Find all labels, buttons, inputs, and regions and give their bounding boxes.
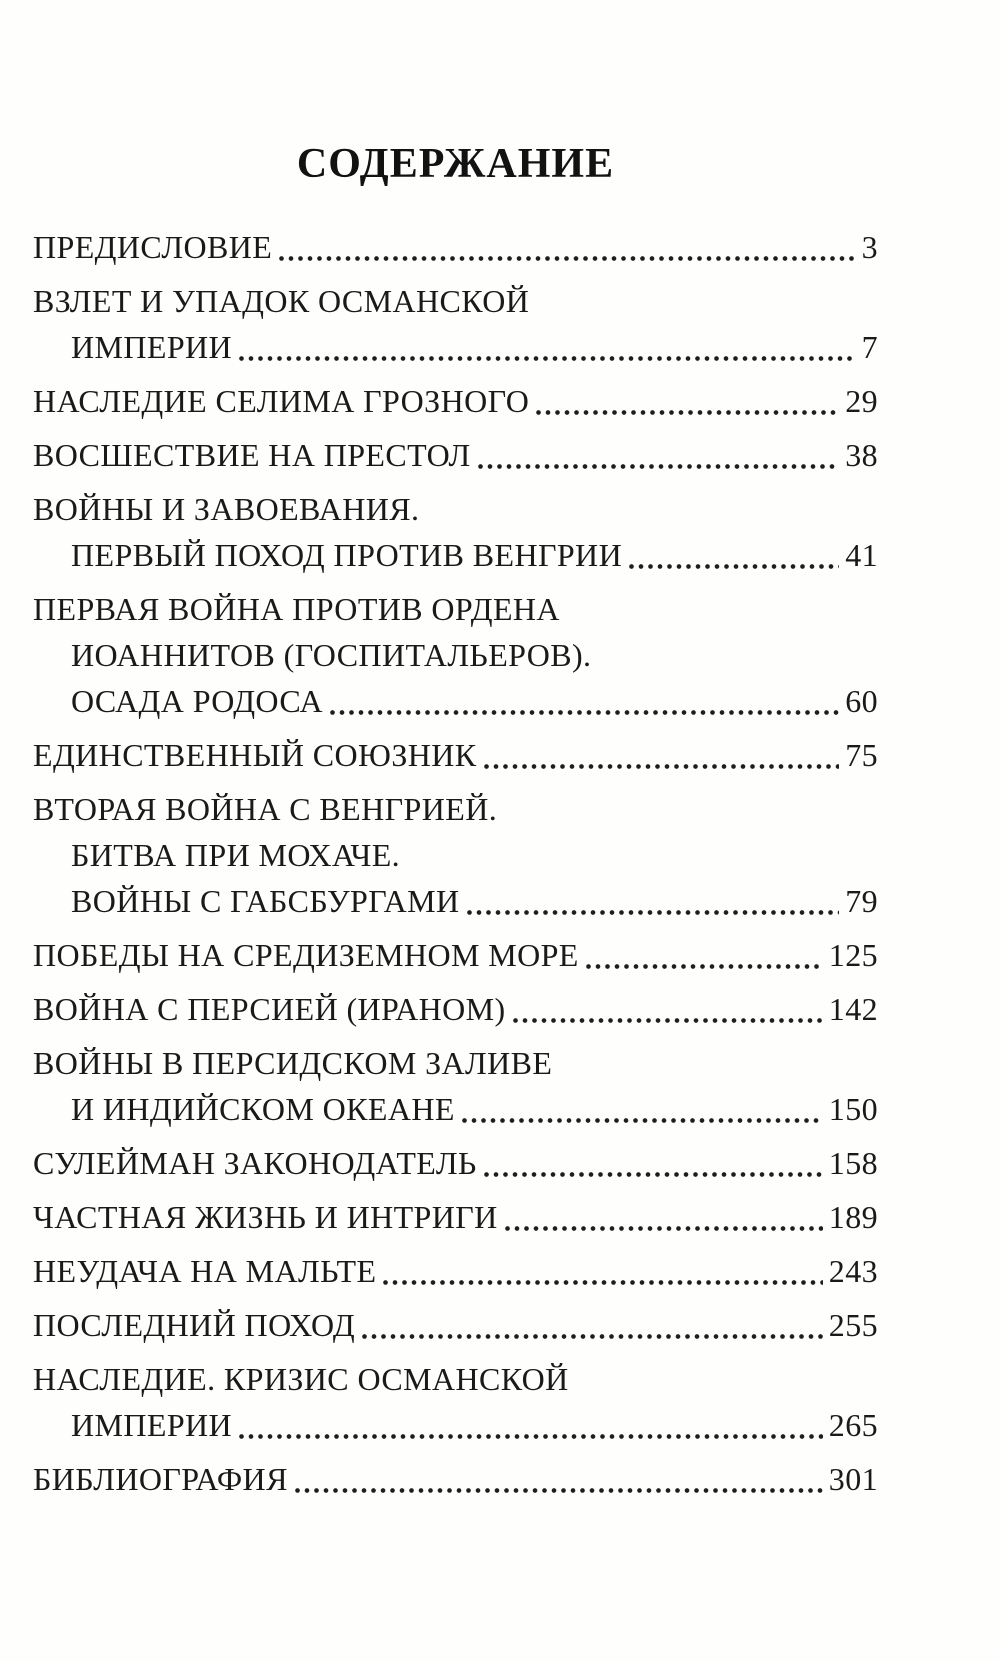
- toc-entry-line: [33, 1086, 878, 1132]
- toc-entry-title: ВОЙНА С ПЕРСИЕЙ (ИРАНОМ): [33, 991, 506, 1027]
- toc-entry-title: ВОСШЕСТВИЕ НА ПРЕСТОЛ: [33, 437, 471, 473]
- page-number: 29: [845, 383, 878, 419]
- toc-entry-line: [33, 1040, 878, 1086]
- page-number: 38: [845, 437, 878, 473]
- toc-entry-line: [33, 1402, 878, 1448]
- toc-entry-line: [33, 378, 878, 424]
- page-number: 265: [828, 1407, 878, 1443]
- toc-entry-title: ИМПЕРИИ: [71, 1407, 233, 1443]
- toc-entry-title: И ИНДИЙСКОМ ОКЕАНЕ: [71, 1091, 455, 1127]
- toc-entry-line: [33, 1356, 878, 1402]
- toc-entry: [33, 586, 878, 724]
- toc-entry-line: [33, 586, 878, 632]
- toc-entry-title: ВОЙНЫ И ЗАВОЕВАНИЯ.: [33, 491, 420, 527]
- toc-entry-line: [33, 432, 878, 478]
- toc-entry-line: [33, 224, 878, 270]
- toc-entry: [33, 732, 878, 778]
- toc-entry-title: ПОБЕДЫ НА СРЕДИЗЕМНОМ МОРЕ: [33, 937, 579, 973]
- toc-entry-line: [33, 986, 878, 1032]
- toc-entry-line: [33, 1194, 878, 1240]
- toc-list: [33, 224, 878, 1502]
- dot-leader: [505, 1226, 823, 1231]
- toc-entry: [33, 986, 878, 1032]
- toc-entry-title: ОСАДА РОДОСА: [71, 683, 323, 719]
- page-number: 189: [828, 1199, 878, 1235]
- dot-leader: [536, 410, 839, 415]
- toc-entry: [33, 224, 878, 270]
- dot-leader: [462, 1118, 823, 1123]
- toc-entry: [33, 1248, 878, 1294]
- toc-entry-title: ВОЙНЫ В ПЕРСИДСКОМ ЗАЛИВЕ: [33, 1045, 553, 1081]
- toc-entry-title: НАСЛЕДИЕ СЕЛИМА ГРОЗНОГО: [33, 383, 530, 419]
- page-title: СОДЕРЖАНИЕ: [296, 141, 615, 187]
- page-number: 79: [845, 883, 878, 919]
- toc-entry: [33, 278, 878, 370]
- toc-entry-line: [33, 878, 878, 924]
- dot-leader: [295, 1488, 823, 1493]
- toc-entry-title: ЕДИНСТВЕННЫЙ СОЮЗНИК: [33, 737, 477, 773]
- toc-entry-line: [33, 786, 878, 832]
- toc-entry-line: [33, 486, 878, 532]
- dot-leader: [279, 256, 855, 261]
- toc-entry: [33, 1356, 878, 1448]
- toc-entry-line: [33, 678, 878, 724]
- toc-entry: [33, 432, 878, 478]
- toc-entry: [33, 1456, 878, 1502]
- page-number: 255: [828, 1307, 878, 1343]
- page-number: 75: [845, 737, 878, 773]
- toc-entry-line: [33, 1302, 878, 1348]
- dot-leader: [478, 464, 840, 469]
- dot-leader: [513, 1018, 823, 1023]
- toc-entry-title: ИОАННИТОВ (ГОСПИТАЛЬЕРОВ).: [71, 637, 592, 673]
- toc-entry-title: ЧАСТНАЯ ЖИЗНЬ И ИНТРИГИ: [33, 1199, 498, 1235]
- toc-entry: [33, 378, 878, 424]
- toc-entry-line: [33, 324, 878, 370]
- toc-entry-title: ПЕРВАЯ ВОЙНА ПРОТИВ ОРДЕНА: [33, 591, 560, 627]
- dot-leader: [362, 1334, 823, 1339]
- page-number: 7: [861, 329, 878, 365]
- dot-leader: [629, 564, 839, 569]
- toc-entry-title: НЕУДАЧА НА МАЛЬТЕ: [33, 1253, 377, 1289]
- dot-leader: [239, 1434, 823, 1439]
- toc-entry-line: [33, 632, 878, 678]
- toc-entry-title: БИБЛИОГРАФИЯ: [33, 1461, 288, 1497]
- toc-entry-line: [33, 532, 878, 578]
- toc-entry-line: [33, 1248, 878, 1294]
- page-number: 301: [828, 1461, 878, 1497]
- toc-entry-line: [33, 1140, 878, 1186]
- toc-entry-title: НАСЛЕДИЕ. КРИЗИС ОСМАНСКОЙ: [33, 1361, 569, 1397]
- toc-entry-title: ИМПЕРИИ: [71, 329, 233, 365]
- toc-entry-title: ПРЕДИСЛОВИЕ: [33, 229, 273, 265]
- toc-entry: [33, 1140, 878, 1186]
- toc-entry-title: ВЗЛЕТ И УПАДОК ОСМАНСКОЙ: [33, 283, 530, 319]
- toc-entry: [33, 932, 878, 978]
- page-number: 41: [845, 537, 878, 573]
- page-number: 243: [828, 1253, 878, 1289]
- dot-leader: [586, 964, 823, 969]
- dot-leader: [239, 356, 856, 361]
- dot-leader: [330, 710, 839, 715]
- toc-entry-line: [33, 278, 878, 324]
- dot-leader: [467, 910, 840, 915]
- toc-entry-line: [33, 732, 878, 778]
- toc-entry: [33, 486, 878, 578]
- page-number: 150: [828, 1091, 878, 1127]
- toc-entry-title: ВТОРАЯ ВОЙНА С ВЕНГРИЕЙ.: [33, 791, 498, 827]
- page-number: 60: [845, 683, 878, 719]
- toc-entry-title: ПЕРВЫЙ ПОХОД ПРОТИВ ВЕНГРИИ: [71, 537, 623, 573]
- toc-entry-title: ВОЙНЫ С ГАБСБУРГАМИ: [71, 883, 460, 919]
- page-number: 142: [828, 991, 878, 1027]
- dot-leader: [383, 1280, 822, 1285]
- page-number: 125: [828, 937, 878, 973]
- toc-entry-title: БИТВА ПРИ МОХАЧЕ.: [71, 837, 401, 873]
- toc-entry: [33, 786, 878, 924]
- toc-entry-title: СУЛЕЙМАН ЗАКОНОДАТЕЛЬ: [33, 1145, 477, 1181]
- page-number: 3: [861, 229, 878, 265]
- dot-leader: [484, 1172, 823, 1177]
- dot-leader: [484, 764, 840, 769]
- toc-entry-line: [33, 1456, 878, 1502]
- toc-entry: [33, 1302, 878, 1348]
- toc-entry-line: [33, 932, 878, 978]
- toc-entry-title: ПОСЛЕДНИЙ ПОХОД: [33, 1307, 356, 1343]
- toc-entry: [33, 1194, 878, 1240]
- toc-entry-line: [33, 832, 878, 878]
- page-number: 158: [828, 1145, 878, 1181]
- toc-entry: [33, 1040, 878, 1132]
